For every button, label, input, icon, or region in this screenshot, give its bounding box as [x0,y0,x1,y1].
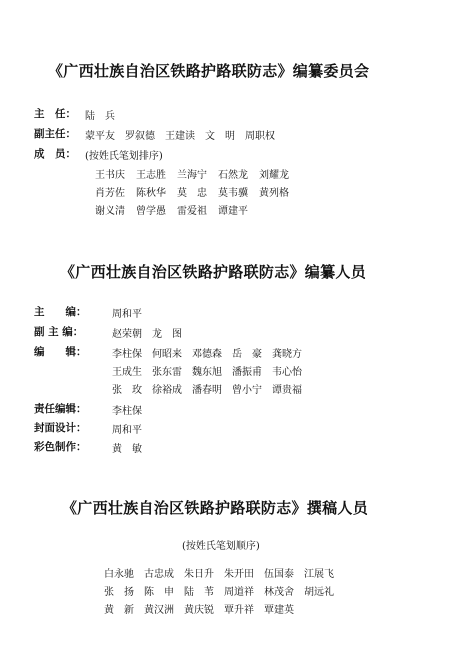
writers-row [104,601,304,616]
member-name: 雷爱祖 [177,206,207,217]
color-production-label: 彩色制作： [34,441,87,453]
director-name: 陆 兵 [85,111,115,122]
member-name: 王书庆 [95,170,125,181]
editors-row [112,381,312,396]
responsible-editor-label: 责任编辑： [34,403,87,415]
editor-name: 曾小宁 [232,385,262,396]
deputy-director-names: 蒙平友 罗叙德 王建读 文 明 周职权 [85,131,275,142]
members-row [95,202,259,217]
editor-name: 王成生 [112,367,142,378]
writer-name: 陆 苇 [184,587,214,598]
editor-name: 韦心怡 [272,367,302,378]
member-name: 黄列格 [259,188,289,199]
member-name: 陈秋华 [136,188,166,199]
deputy-director-label: 副主任： [34,128,76,140]
editor-name: 魏东旭 [192,367,222,378]
editors-title: 《广西壮族自治区铁路护路联防志》编纂人员 [60,263,367,281]
member-name: 兰海宁 [177,170,207,181]
members-label: 成 员： [34,148,76,160]
editors-label: 编 辑： [34,346,87,358]
editors-row [112,363,312,378]
writer-name: 伍国泰 [264,569,294,580]
writer-name: 周道祥 [224,587,254,598]
editors-row [112,345,312,360]
editor-name: 张东雷 [152,367,182,378]
editor-name: 潘春明 [192,385,222,396]
writers-row [104,583,344,598]
editor-name: 邓德森 [192,349,222,360]
writer-name: 胡远礼 [304,587,334,598]
editor-name: 徐裕成 [152,385,182,396]
editor-name: 谭贵福 [272,385,302,396]
writer-name: 陈 申 [144,587,174,598]
deputy-chief-editor-names: 赵荣朝 龙 图 [112,329,182,340]
chief-editor-name: 周和平 [112,309,142,320]
writers-row [104,565,344,580]
editor-name: 张 玫 [112,385,142,396]
member-name: 肖芳佐 [95,188,125,199]
writer-name: 古忠成 [144,569,174,580]
member-name: 莫 忠 [177,188,207,199]
cover-designer-name: 周和平 [112,425,142,436]
editor-name: 何昭来 [152,349,182,360]
writer-name: 林茂舍 [264,587,294,598]
writer-name: 张 扬 [104,587,134,598]
writer-name: 朱日升 [184,569,214,580]
writer-name: 黄 新 [104,605,134,616]
writer-name: 覃建英 [264,605,294,616]
members-row [95,166,300,181]
editor-name: 潘振甫 [232,367,262,378]
member-name: 谢义清 [95,206,125,217]
chief-editor-label: 主 编： [34,306,87,318]
editor-name: 龚晓方 [272,349,302,360]
member-name: 谭建平 [218,206,248,217]
committee-title: 《广西壮族自治区铁路护路联防志》编纂委员会 [48,62,370,80]
cover-design-label: 封面设计： [34,422,87,434]
writer-name: 黄汉洲 [144,605,174,616]
member-name: 王志胜 [136,170,166,181]
editor-name: 岳 豪 [232,349,262,360]
writers-title: 《广西壮族自治区铁路护路联防志》撰稿人员 [62,499,369,517]
members-row [95,184,300,199]
color-producer-name: 黄 敏 [112,444,142,455]
members-order-note: (按姓氏笔划排序) [85,151,163,162]
responsible-editor-name: 李柱保 [112,406,142,417]
member-name: 刘耀龙 [259,170,289,181]
writer-name: 朱开田 [224,569,254,580]
writer-name: 覃升祥 [224,605,254,616]
member-name: 石然龙 [218,170,248,181]
editor-name: 李柱保 [112,349,142,360]
director-label: 主 任： [34,108,76,120]
member-name: 莫韦骥 [218,188,248,199]
deputy-chief-editor-label: 副 主 编： [34,326,84,338]
writers-order-note: (按姓氏笔划顺序) [182,541,260,552]
member-name: 曾学愚 [136,206,166,217]
writer-name: 江展飞 [304,569,334,580]
writer-name: 白永驰 [104,569,134,580]
writer-name: 黄庆锐 [184,605,214,616]
